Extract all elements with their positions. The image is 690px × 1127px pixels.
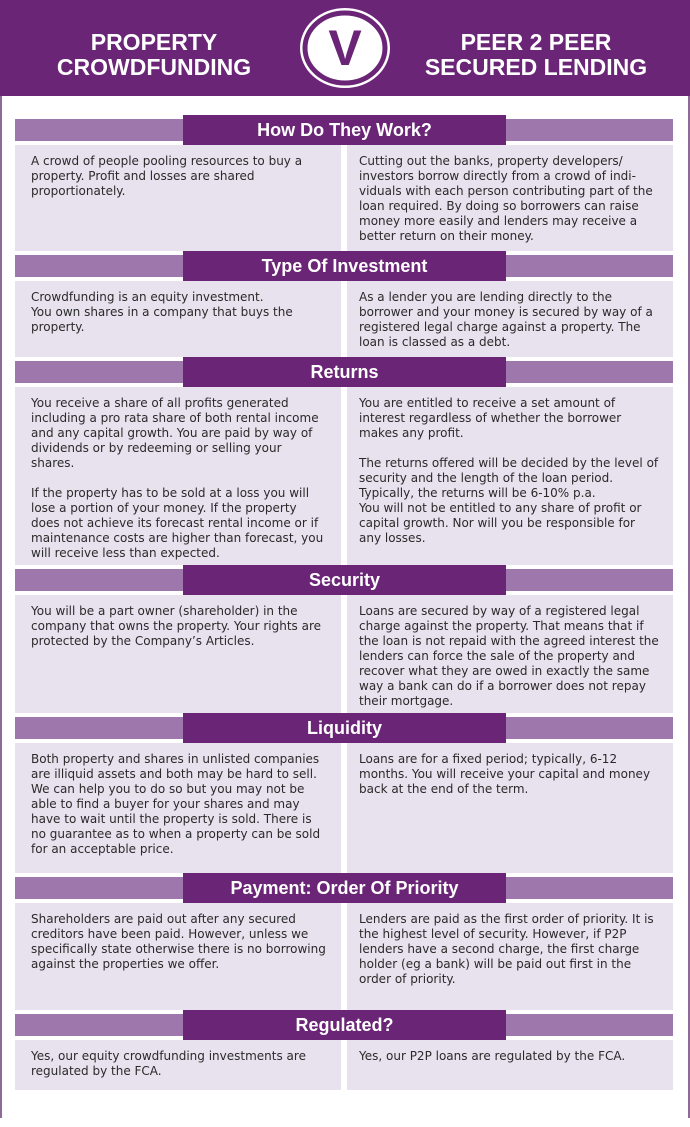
p2p-text: As a lender you are lending directly to the borrower and your money is secured by way of a registered legal charge against a property. The loan is classed as a debt. <box>359 290 653 349</box>
versus-icon <box>300 8 390 88</box>
crowdfunding-cell <box>15 281 341 357</box>
crowdfunding-text: You receive a share of all profits generated including a pro rata share of both rental income and any capital growth. You are paid by way of dividends or by redeeming or selling your shares. If the property has to be sold at a loss you will lose a portion of your money. If the property does not achieve its forecast rental income or if maintenance costs are higher than forecast, you will receive less than expected. <box>31 396 324 560</box>
crowdfunding-cell <box>15 903 341 1010</box>
versus-logo <box>300 8 390 88</box>
left-column-title: PROPERTY CROWDFUNDING <box>56 29 252 80</box>
section-heading: How Do They Work? <box>183 115 506 145</box>
p2p-cell <box>347 281 673 357</box>
crowdfunding-cell <box>15 387 341 565</box>
p2p-text: Lenders are paid as the first order of priority. It is the highest level of security. However, if P2P lenders have a second charge, the first charge holder (eg a bank) will be paid out first in the order of priority. <box>359 912 654 986</box>
section-security <box>0 565 690 713</box>
crowdfunding-cell <box>15 743 341 873</box>
section-returns <box>0 357 690 565</box>
p2p-text: You are entitled to receive a set amount of interest regardless of whether the borrower makes any profit. The returns offered will be decided by the level of security and the length of the loan period. Typically, the returns will be 6-10% p.a. You will not be entitled to any share of profit or capital growth. Nor will you be responsible for any losses. <box>359 396 659 545</box>
crowdfunding-cell <box>15 595 341 713</box>
p2p-text: Yes, our P2P loans are regulated by the FCA. <box>359 1049 626 1063</box>
p2p-cell <box>347 145 673 251</box>
section-liquidity <box>0 713 690 873</box>
crowdfunding-cell <box>15 145 341 251</box>
p2p-cell <box>347 387 673 565</box>
right-column-title: PEER 2 PEER SECURED LENDING <box>424 29 648 80</box>
section-heading: Security <box>183 565 506 595</box>
crowdfunding-text: Both property and shares in unlisted companies are illiquid assets and both may be hard to sell. We can help you to do so but you may not be able to find a buyer for your shares and may have to wait until the property is sold. There is no guarantee as to when a property can be sold for an acceptable price. <box>31 752 321 856</box>
page-header <box>0 0 690 96</box>
logo-letter: V <box>328 20 362 76</box>
section-heading: Payment: Order Of Priority <box>183 873 506 903</box>
crowdfunding-text: Crowdfunding is an equity investment. You own shares in a company that buys the property. <box>31 290 293 334</box>
section-heading: Returns <box>183 357 506 387</box>
crowdfunding-cell <box>15 1040 341 1090</box>
section-how-do-they-work <box>0 115 690 251</box>
section-type-of-investment <box>0 251 690 357</box>
section-heading: Regulated? <box>183 1010 506 1040</box>
section-regulated <box>0 1010 690 1090</box>
crowdfunding-text: You will be a part owner (shareholder) in the company that owns the property. Your rights are protected by the Company’s Articles. <box>31 604 322 648</box>
p2p-text: Loans are secured by way of a registered legal charge against the property. That means that if the loan is not repaid with the agreed interest the lenders can force the sale of the property and recover what they are owed in exactly the same way a bank can do if a borrower does not repay their mortgage. <box>359 604 659 708</box>
crowdfunding-text: Shareholders are paid out after any secured creditors have been paid. However, unless we specifically state otherwise there is no borrowing against the properties we offer. <box>31 912 326 971</box>
p2p-text: Loans are for a fixed period; typically, 6-12 months. You will receive your capital and money back at the end of the term. <box>359 752 651 796</box>
section-heading: Liquidity <box>183 713 506 743</box>
p2p-cell <box>347 743 673 873</box>
crowdfunding-text: Yes, our equity crowdfunding investments are regulated by the FCA. <box>31 1049 306 1078</box>
section-heading: Type Of Investment <box>183 251 506 281</box>
section-payment-order-of-priority <box>0 873 690 1010</box>
p2p-cell <box>347 1040 673 1090</box>
p2p-cell <box>347 903 673 1010</box>
crowdfunding-text: A crowd of people pooling resources to buy a property. Profit and losses are shared proportionately. <box>31 154 303 198</box>
p2p-cell <box>347 595 673 713</box>
p2p-text: Cutting out the banks, property developers/ investors borrow directly from a crowd of indi-viduals with each person contributing part of the loan required. By doing so borrowers can raise money more easily and lenders may receive a better return on their money. <box>359 154 653 243</box>
